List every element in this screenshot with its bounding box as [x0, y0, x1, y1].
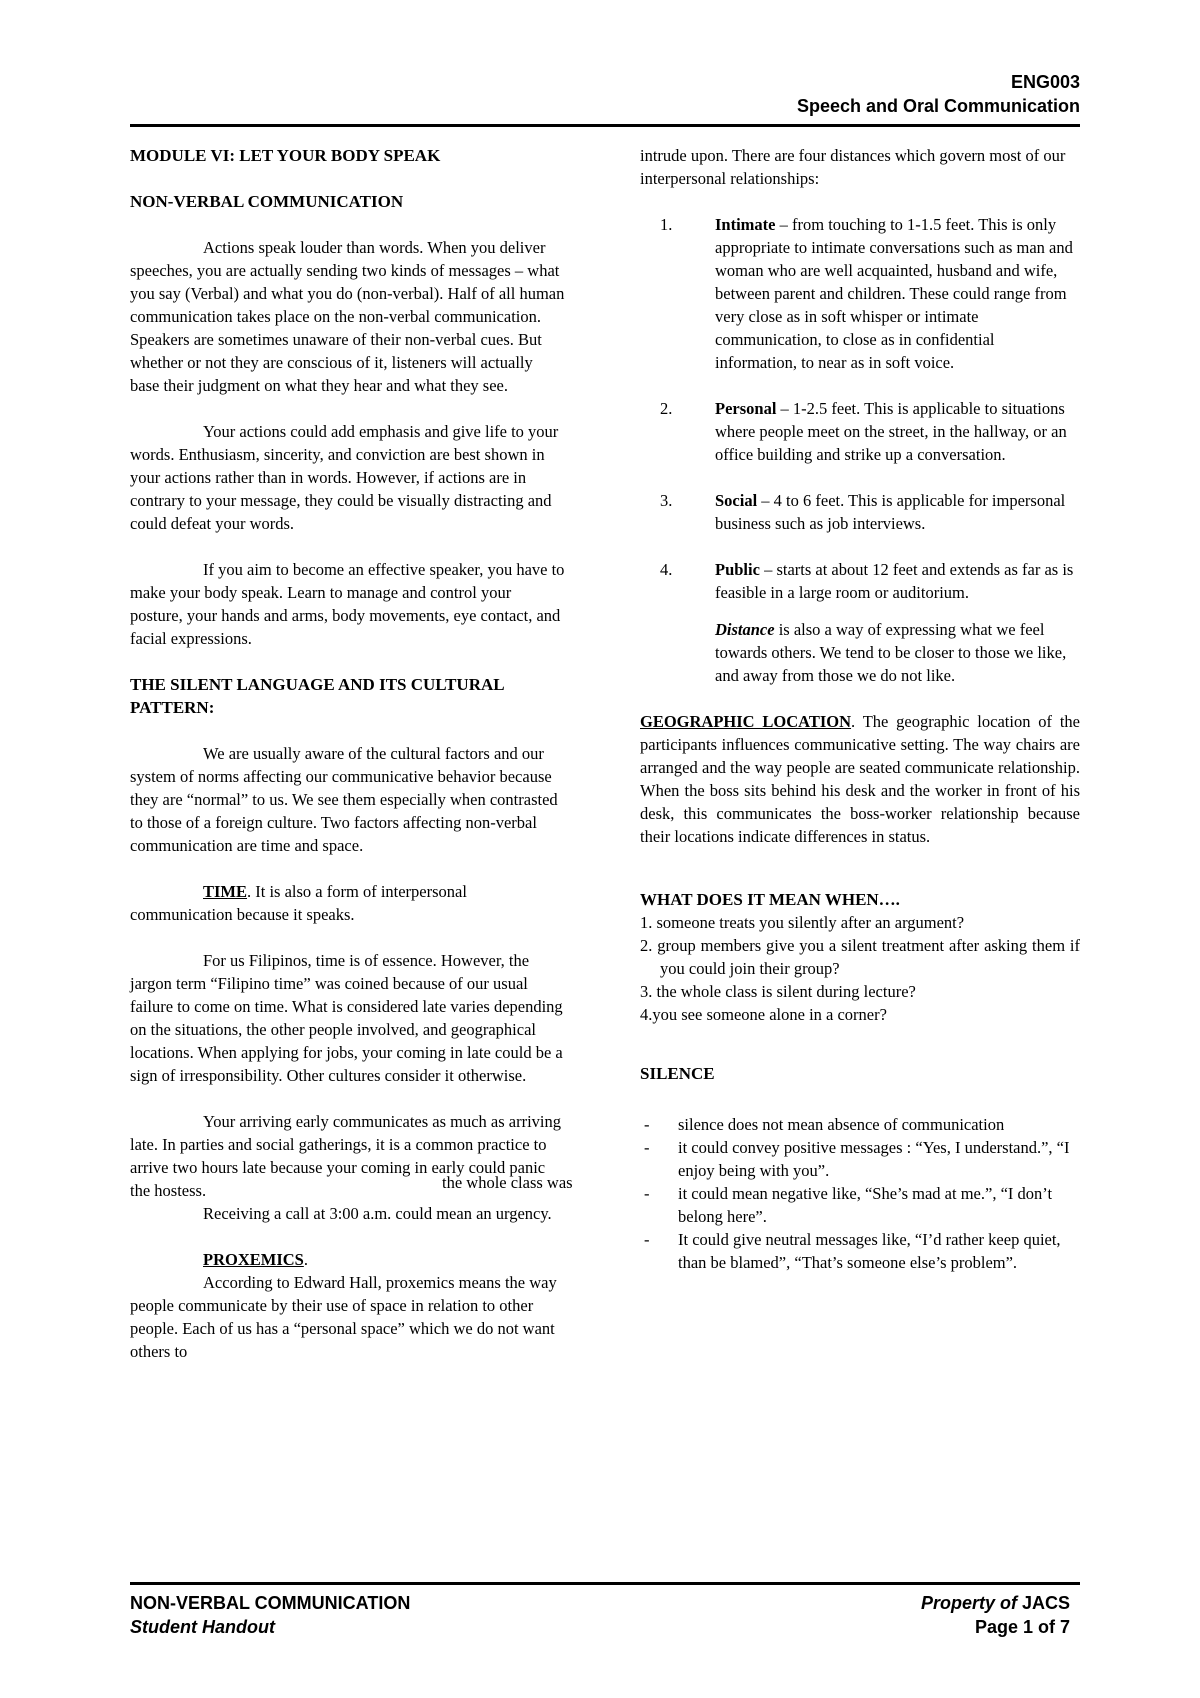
question-item: 1. someone treats you silently after an argument?: [640, 913, 965, 932]
list-item: - it could mean negative like, “She’s mad at me.”, “I don’t belong here”.: [644, 1184, 1053, 1226]
paragraph-cultural-factors: We are usually aware of the cultural factors and our system of norms affecting our communicative behavior because they are “normal” to us. We see them especially when contrasted to those of a foreign culture. Two factors affecting non-verbal communication are time and space.: [130, 744, 558, 855]
left-column: [130, 144, 565, 1386]
what-does-it-mean-title: WHAT DOES IT MEAN WHEN….: [640, 890, 900, 909]
paragraph-effective-speaker: If you aim to become an effective speaker, you have to make your body speak. Learn to manage and control your posture, your hands and arms, body movements, eye contact, and facial expressions.: [130, 560, 565, 648]
list-item: 4. Public – starts at about 12 feet and extends as far as is feasible in a large room or auditorium.: [660, 560, 1074, 602]
footer-rule: [130, 1582, 1080, 1585]
paragraph-distance: Distance is also a way of expressing what we feel towards others. We tend to be closer to those we like, and away from those we do not like.: [715, 620, 1067, 685]
list-item: 3. Social – 4 to 6 feet. This is applicable for impersonal business such as job interviews.: [660, 491, 1066, 533]
footer-property: Property of JACS: [920, 1593, 1070, 1613]
list-item: 1. Intimate – from touching to 1-1.5 feet. This is only appropriate to intimate conversations such as man and woman who are well acquainted, husband and wife, between parent and children. These could range from very close as in soft whisper or intimate communication, to close as in confidential information, to near as in soft voice.: [660, 215, 1073, 372]
footer-right: [921, 1591, 1070, 1639]
silence-title: SILENCE: [640, 1064, 715, 1083]
paragraph-emphasis: Your actions could add emphasis and give life to your words. Enthusiasm, sincerity, and conviction are best shown in your actions rather than in words. However, if actions are in contrary to your message, they could be visually distracting and could defeat your words.: [130, 422, 559, 533]
overlay-text: the whole class was: [442, 1173, 573, 1192]
footer-topic: NON-VERBAL COMMUNICATION: [130, 1593, 411, 1613]
paragraph-arriving-early: Your arriving early communicates as much as arriving late. In parties and social gatherings, it is a common practice to arrive two hours late because your coming in early could panic the hostess.: [130, 1112, 562, 1200]
section-title-silent-language: THE SILENT LANGUAGE AND ITS CULTURAL PATTERN:: [130, 675, 504, 717]
course-title: Speech and Oral Communication: [796, 96, 1080, 116]
paragraph-filipino-time: For us Filipinos, time is of essence. However, the jargon term “Filipino time” was coined because of our usual failure to come on time. What is considered late varies depending on the situations, the other people involved, and geographical locations. When applying for jobs, your coming in late could be a sign of irresponsibility. Other cultures consider it otherwise.: [130, 951, 563, 1085]
list-item: - it could convey positive messages : “Yes, I understand.”, “I enjoy being with you”.: [644, 1138, 1070, 1180]
course-code: ENG003: [1010, 72, 1080, 92]
footer-handout: Student Handout: [130, 1617, 275, 1637]
section-title-nonverbal: NON-VERBAL COMMUNICATION: [130, 192, 404, 211]
list-item: - silence does not mean absence of communication: [644, 1115, 1005, 1134]
question-item: 3. the whole class is silent during lecture?: [640, 982, 916, 1001]
right-column: [640, 144, 1080, 1274]
what-does-it-mean-section: [640, 888, 1080, 1026]
silence-list: [640, 1113, 1080, 1274]
module-title: MODULE VI: LET YOUR BODY SPEAK: [130, 146, 441, 165]
distances-list: [640, 213, 1080, 604]
paragraph-distances-intro: intrude upon. There are four distances which govern most of our interpersonal relationships:: [640, 146, 1066, 188]
paragraph-geographic: GEOGRAPHIC LOCATION. The geographic location of the participants influences communicative setting. The way chairs are arranged and the way people are seated communicate relationship. When the boss sits behind his desk and the worker in front of his desk, this communicates the boss-worker relationship because their locations indicate differences in status.: [640, 712, 1080, 846]
list-item: - It could give neutral messages like, “I’d rather keep quiet, than be blamed”, “That’s someone else’s problem”.: [644, 1230, 1061, 1272]
paragraph-call: Receiving a call at 3:00 a.m. could mean an urgency.: [203, 1204, 552, 1223]
geographic-heading: GEOGRAPHIC LOCATION: [640, 712, 852, 731]
proxemics-heading: PROXEMICS: [203, 1250, 304, 1269]
time-text: . It is also a form of interpersonal communication because it speaks.: [130, 882, 467, 924]
header-rule: [130, 124, 1080, 127]
time-heading: TIME: [203, 882, 248, 901]
question-item: 4.you see someone alone in a corner?: [640, 1005, 887, 1024]
paragraph-proxemics: According to Edward Hall, proxemics means the way people communicate by their use of space in relation to other people. Each of us has a “personal space” which we do not want others to: [130, 1273, 557, 1361]
question-item: 2. group members give you a silent treatment after asking them if you could join their group?: [640, 936, 1080, 978]
page-header: [797, 70, 1080, 118]
paragraph-actions: Actions speak louder than words. When you deliver speeches, you are actually sending two kinds of messages – what you say (Verbal) and what you do (non-verbal). Half of all human communication takes place on the non-verbal communication. Speakers are sometimes unaware of their non-verbal cues. But whether or not they are conscious of it, listeners will actually base their judgment on what they hear and what they see.: [130, 238, 565, 395]
paragraph-time: [130, 880, 565, 926]
footer-left: [130, 1591, 410, 1639]
proxemics-heading-line: PROXEMICS.: [203, 1250, 308, 1269]
page-number: Page 1 of 7: [974, 1617, 1070, 1637]
list-item: 2. Personal – 1-2.5 feet. This is applicable to situations where people meet on the street, in the hallway, or an office building and strike up a conversation.: [660, 399, 1067, 464]
